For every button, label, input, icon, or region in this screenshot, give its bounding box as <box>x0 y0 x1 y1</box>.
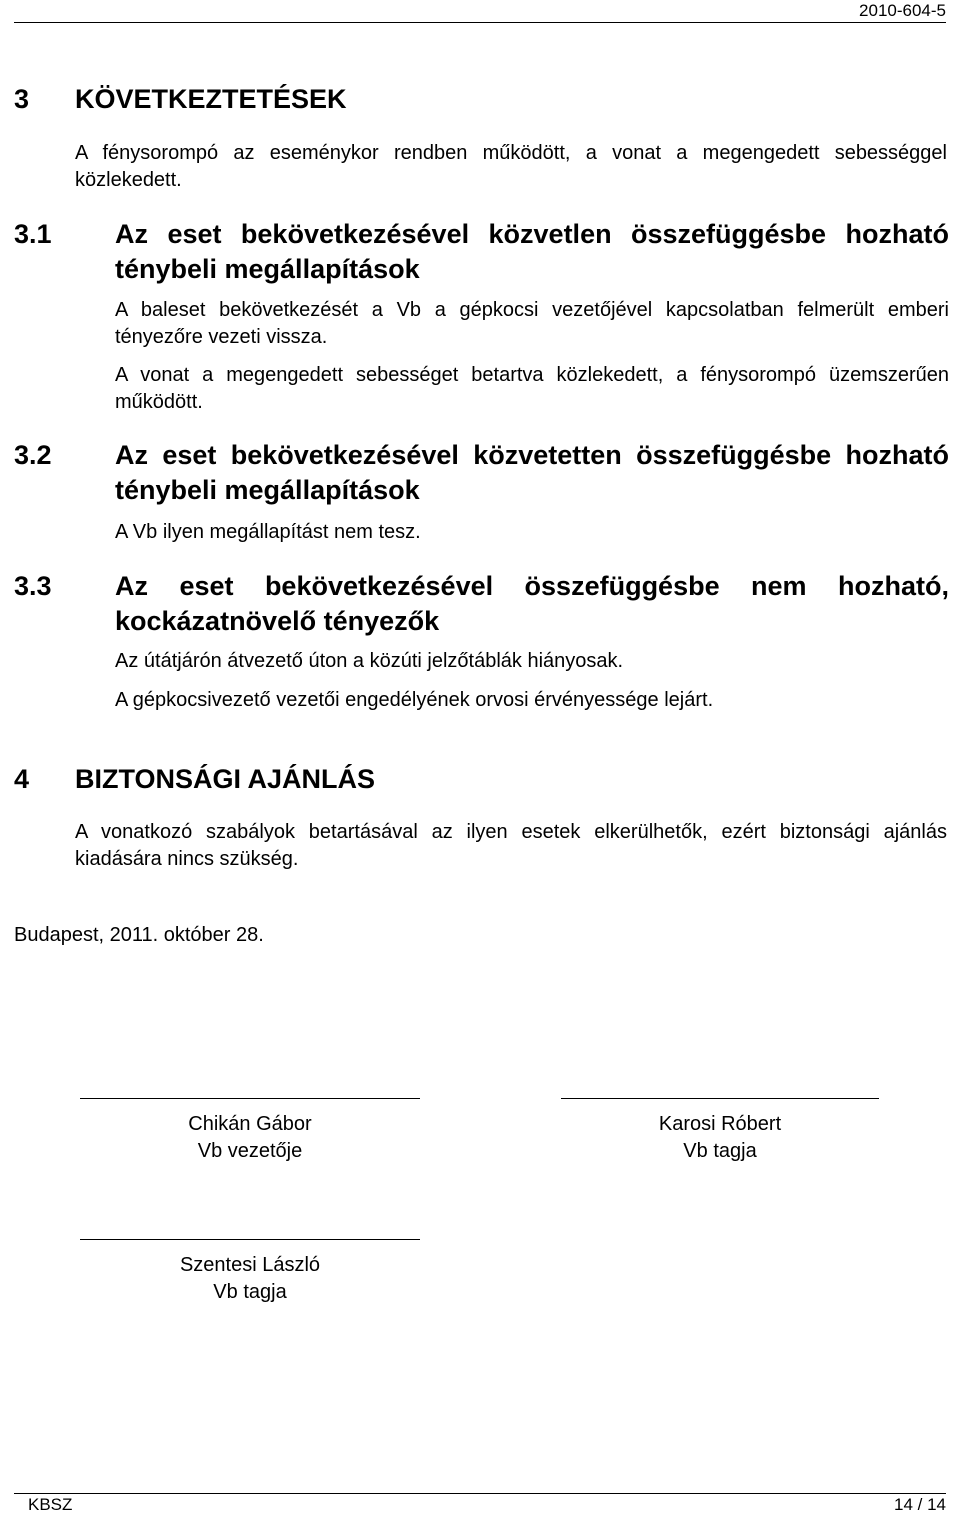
section-3-heading <box>14 84 914 118</box>
section-4-paragraph: A vonatkozó szabályok betartásával az ilyen esetek elkerülhetők, ezért biztonsági ajánlás kiadására nincs szükség. <box>75 821 947 870</box>
signatory-3-name: Szentesi László <box>179 1254 321 1276</box>
signatory-1-role: Vb vezetője <box>197 1140 303 1162</box>
section-3-1-number: 3.1 <box>14 219 52 249</box>
page-number: 14 / 14 <box>894 1495 946 1514</box>
signature-line-1 <box>80 1098 420 1099</box>
section-3-3-title: Az eset bekövetkezésével összefüggésbe nem hozható, kockázatnövelő tényezők <box>115 571 949 636</box>
section-4-heading <box>14 764 914 798</box>
footer-organization: KBSZ <box>28 1495 73 1514</box>
section-3-intro: A fénysorompó az eseménykor rendben működött, a vonat a megengedett sebességgel közlekedett. <box>75 142 947 191</box>
section-3-3-heading <box>14 569 949 639</box>
section-3-3-number: 3.3 <box>14 571 52 601</box>
signature-line-3 <box>80 1239 420 1240</box>
section-3-2-heading <box>14 438 949 508</box>
footer-divider <box>14 1493 946 1494</box>
signatory-3 <box>80 1252 420 1306</box>
signatory-1 <box>80 1111 420 1165</box>
section-3-2-number: 3.2 <box>14 440 52 470</box>
section-3-1-heading <box>14 217 949 287</box>
section-3-number: 3 <box>14 84 30 114</box>
signatory-2-name: Karosi Róbert <box>658 1113 782 1135</box>
section-3-2-paragraph-1: A Vb ilyen megállapítást nem tesz. <box>115 521 421 543</box>
section-3-1-title: Az eset bekövetkezésével közvetlen összefüggésbe hozható ténybeli megállapítások <box>115 219 949 284</box>
signatory-1-name: Chikán Gábor <box>188 1113 312 1135</box>
signatory-2 <box>561 1111 879 1165</box>
section-3-1-paragraph-1: A baleset bekövetkezését a Vb a gépkocsi vezetőjével kapcsolatban felmerült emberi tényezőre vezeti vissza. <box>115 299 949 348</box>
place-date: Budapest, 2011. október 28. <box>14 924 264 946</box>
section-3-3-paragraph-2: A gépkocsivezető vezetői engedélyének orvosi érvényessége lejárt. <box>115 689 714 711</box>
signatory-2-role: Vb tagja <box>683 1140 757 1162</box>
section-3-1-paragraph-2: A vonat a megengedett sebességet betartva közlekedett, a fénysorompó üzemszerűen működött. <box>115 364 949 413</box>
signature-line-2 <box>561 1098 879 1099</box>
document-code: 2010-604-5 <box>859 1 946 20</box>
signatory-3-role: Vb tagja <box>213 1281 287 1303</box>
section-3-2-title: Az eset bekövetkezésével közvetetten összefüggésbe hozható ténybeli megállapítások <box>115 440 949 505</box>
header-divider <box>14 22 946 23</box>
section-4-title: BIZTONSÁGI AJÁNLÁS <box>75 764 376 794</box>
section-3-title: KÖVETKEZTETÉSEK <box>75 84 347 114</box>
section-3-3-paragraph-1: Az útátjárón átvezető úton a közúti jelzőtáblák hiányosak. <box>115 650 624 672</box>
section-4-number: 4 <box>14 764 30 794</box>
